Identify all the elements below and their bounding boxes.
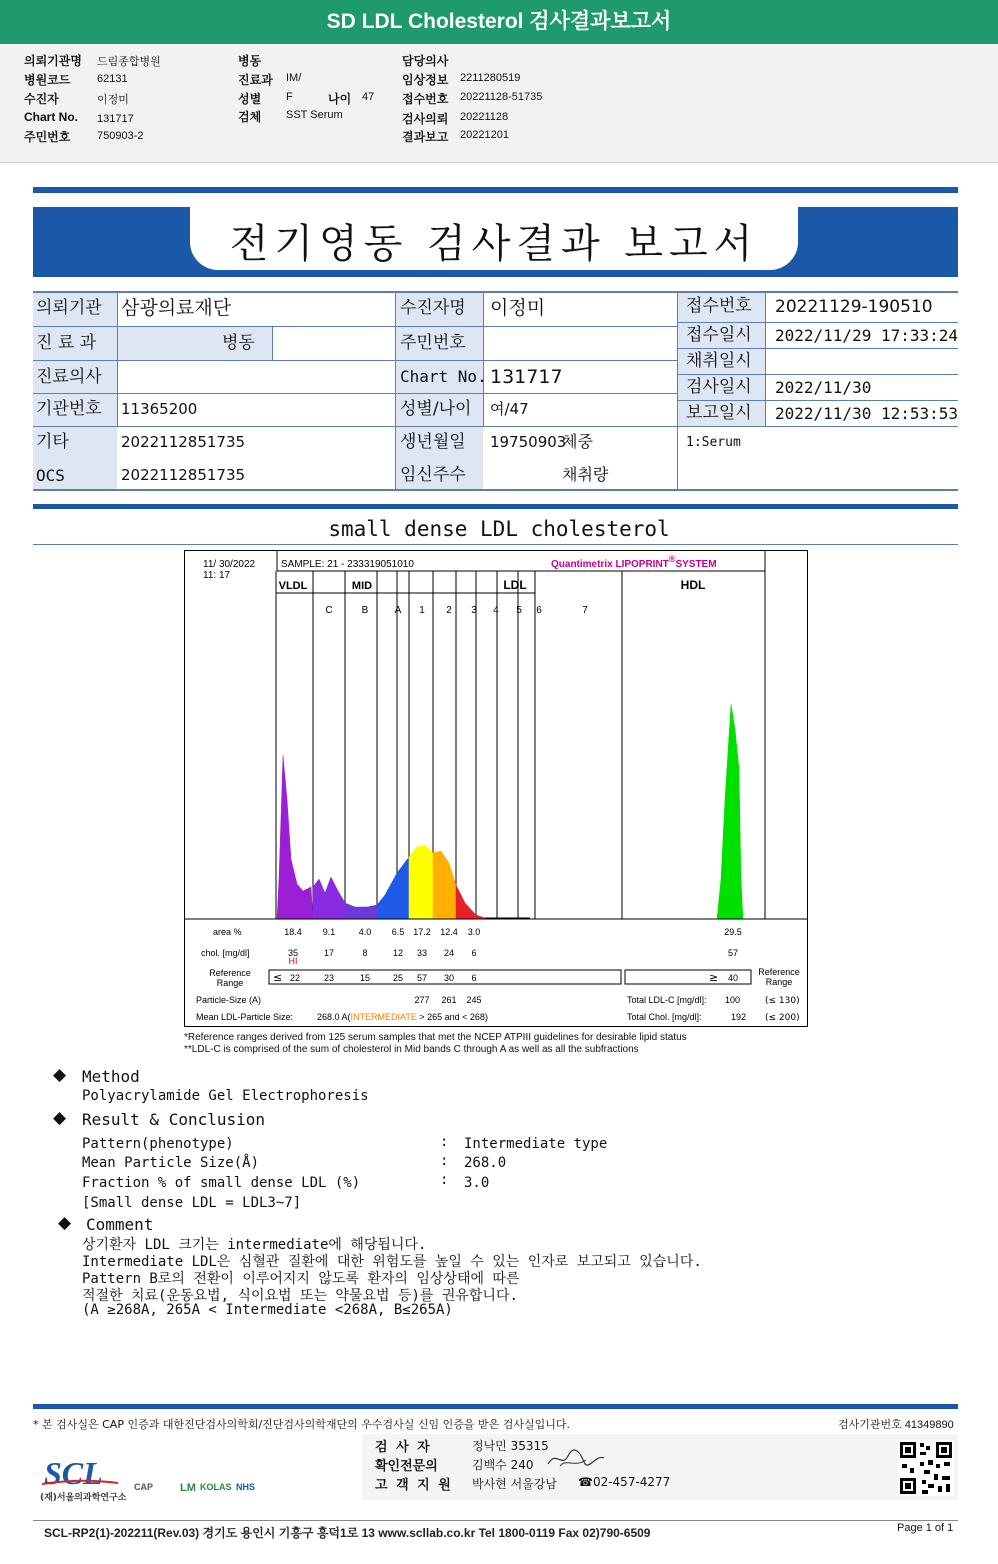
chart-date: 11/ 30/2022	[203, 559, 256, 570]
patient-name: 이정미	[490, 297, 546, 319]
table-value: 24	[443, 948, 455, 958]
diamond-bullet-icon: ◆	[53, 1108, 67, 1128]
table-value: 8	[362, 948, 368, 958]
diamond-bullet-icon: ◆	[53, 1065, 67, 1085]
total-ldlc-value: 100	[725, 995, 741, 1005]
section-rule	[33, 504, 958, 509]
label-requesting-org: 의뢰기관	[36, 298, 102, 318]
ldl3-peak	[456, 885, 485, 919]
receipt-date: 2022/11/29 17:33:24	[775, 326, 959, 345]
info-label: 진료과	[238, 73, 273, 87]
result-value: 268.0	[464, 1155, 507, 1171]
total-ldlc-ref: (≤ 130)	[765, 996, 800, 1006]
label-gestation: 임신주수	[400, 465, 466, 485]
specimen-type: 1:Serum	[686, 435, 741, 450]
sub-band-label: 3	[471, 605, 477, 616]
particle-size-3: 245	[466, 995, 482, 1005]
cert-note: * 본 검사실은 CAP 인증과 대한진단검사의학회/진단검사의학재단의 우수검사실 신임 인증을 받은 검사실입니다.	[33, 1418, 571, 1431]
mean-size-line	[317, 1012, 488, 1022]
hdl-peak	[717, 704, 743, 919]
nhs-logo-icon: NHS	[236, 1482, 256, 1492]
label-collection-date: 채취일시	[686, 351, 752, 371]
cap-logo-icon: CAP	[134, 1482, 154, 1492]
label-birthdate: 생년월일	[400, 432, 466, 452]
table-value: 23	[323, 973, 335, 983]
mean-size-label: Mean LDL-Particle Size:	[196, 1012, 294, 1022]
page-indicator: Page 1 of 1	[897, 1522, 954, 1534]
info-label: Chart No.	[24, 110, 78, 124]
result-title: Result & Conclusion	[82, 1110, 266, 1129]
info-label: 결과보고	[402, 130, 449, 144]
mean-size-range: > 265 and < 268)	[416, 1012, 488, 1022]
info-label: 성별	[238, 92, 262, 106]
table-value: 12	[392, 948, 404, 958]
chart-time: 11: 17	[203, 570, 231, 581]
table-value: 17	[323, 948, 335, 958]
info-label: 검체	[238, 110, 262, 124]
ldl1-peak	[409, 845, 433, 919]
table-value: 35	[287, 948, 299, 958]
result-colon: :	[440, 1134, 449, 1150]
mid-a-peak	[377, 857, 409, 919]
chart-footnote-1: *Reference ranges derived from 125 serum samples that met the NCEP ATPIII guidelines for desirable lipid status	[184, 1032, 687, 1043]
info-value: 드림종합병원	[97, 56, 161, 68]
brand-main: Quantimetrix LIPOPRINT	[551, 559, 669, 570]
sub-band-label: B	[361, 605, 369, 616]
label-test-date: 검사일시	[686, 377, 752, 397]
sub-band-label: A	[394, 605, 402, 616]
info-label: 병원코드	[24, 73, 71, 87]
label-report-date: 보고일시	[686, 403, 752, 423]
band-ldl-label: LDL	[503, 578, 527, 592]
band-hdl-label: HDL	[680, 578, 706, 592]
sex-age: 여/47	[490, 400, 529, 418]
info-value: SST Serum	[286, 109, 343, 121]
info-value: 20221128-51735	[460, 91, 543, 103]
logo-swoosh-icon	[40, 1478, 120, 1488]
table-value: 6	[471, 948, 477, 958]
sub-band-label: 5	[516, 605, 522, 616]
total-chol-value: 192	[731, 1012, 747, 1022]
ocs-value: 2022112851735	[121, 466, 246, 484]
qr-code-icon	[898, 1440, 954, 1496]
label-receipt-date: 접수일시	[686, 325, 752, 345]
table-value: 9.1	[322, 927, 336, 937]
particle-size-1: 277	[414, 995, 430, 1005]
comment-line: 적절한 치료(운동요법, 식이요법 또는 약물요법 등)를 권유합니다.	[82, 1288, 518, 1304]
result-note: [Small dense LDL = LDL3~7]	[82, 1195, 302, 1211]
department: 병동	[222, 333, 255, 353]
sub-band-label: 2	[446, 605, 452, 616]
info-label: 임상정보	[402, 73, 449, 87]
row-chol-label: chol. [mg/dl]	[201, 948, 250, 958]
header-rule	[33, 187, 958, 193]
brand-tail: SYSTEM	[675, 559, 717, 570]
comment-line: Intermediate LDL은 심혈관 질환에 대한 위험도를 높일 수 있는 인자로 보고되고 있습니다.	[82, 1254, 702, 1270]
label-collection-volume: 채취량	[562, 465, 609, 484]
table-value: 57	[416, 973, 428, 983]
bottom-divider	[33, 1520, 958, 1521]
table-value: 6	[471, 973, 477, 983]
sub-band-label: 6	[536, 605, 542, 616]
info-value: 20221201	[460, 129, 509, 141]
receipt-no: 20221129-190510	[775, 297, 933, 317]
total-chol-label: Total Chol. [mg/dl]:	[627, 1012, 702, 1022]
birthdate: 19750903	[490, 433, 567, 451]
table-value: 22	[289, 973, 301, 983]
test-date: 2022/11/30	[775, 378, 872, 397]
label-institution-no: 기관번호	[36, 399, 102, 419]
info-value: 20221128	[460, 111, 509, 123]
org-number: 검사기관번호 41349890	[838, 1419, 954, 1431]
mid-b-peak	[345, 903, 377, 919]
footer-rule	[33, 1404, 958, 1409]
label-chart-no: Chart No.	[400, 367, 487, 386]
result-value: Intermediate type	[464, 1136, 608, 1152]
table-value: 18.4	[284, 927, 302, 937]
comment-line: (A ≥268A, 265A < Intermediate <268A, B≤265A)	[82, 1302, 453, 1318]
label-sex-age: 성별/나이	[400, 399, 472, 419]
info-value: F	[286, 91, 293, 103]
table-value: 33	[416, 948, 428, 958]
total-chol-ref: (≤ 200)	[765, 1013, 800, 1023]
info-label: 검사의뢰	[402, 112, 449, 126]
info-value: 2211280519	[460, 72, 521, 84]
info-label: 나이	[328, 92, 352, 106]
ref-right-label-2: Range	[765, 977, 793, 987]
result-label: Fraction % of small dense LDL (%)	[82, 1175, 361, 1191]
mean-size-value: 268.0 A	[317, 1012, 348, 1022]
table-value: 40	[727, 973, 739, 983]
table-value: 30	[443, 973, 455, 983]
total-ldlc-label: Total LDL-C [mg/dl]:	[627, 995, 707, 1005]
table-value: 57	[727, 948, 739, 958]
chart-sample: SAMPLE: 21 - 233319051010	[281, 559, 414, 570]
info-value: 62131	[97, 73, 128, 85]
table-value: 3.0	[467, 927, 481, 937]
ldl2-peak	[433, 851, 456, 919]
vldl-peak	[277, 755, 313, 919]
sub-band-label: 4	[493, 605, 499, 616]
report-date: 2022/11/30 12:53:53	[775, 404, 959, 423]
hi-flag: HI	[288, 956, 298, 966]
staff-phone: ☎02-457-4277	[578, 1475, 671, 1489]
table-value: 6.5	[391, 927, 405, 937]
info-label: 담당의사	[402, 54, 449, 68]
brand-registered: ®	[668, 554, 676, 564]
table-value: 29.5	[724, 927, 742, 937]
table-value: 17.2	[413, 927, 431, 937]
scl-logo: SCL	[44, 1455, 103, 1491]
band-vldl-label: VLDL	[278, 580, 308, 592]
ref-hdl-symbol: ≥	[709, 971, 719, 984]
table-value: 15	[359, 973, 371, 983]
requesting-org: 삼광의료재단	[121, 297, 232, 319]
info-value: 이정미	[97, 94, 129, 106]
particle-size-2: 261	[441, 995, 457, 1005]
staff-role: 확인전문의	[375, 1459, 438, 1474]
lipoprint-plot	[185, 551, 807, 1026]
sub-band-label: 7	[582, 605, 588, 616]
label-patient-name: 수진자명	[400, 298, 466, 318]
label-physician: 진료의사	[36, 367, 102, 387]
ref-left-symbol: ≤	[273, 971, 283, 984]
info-value: 47	[362, 91, 375, 103]
info-value: IM/	[286, 72, 302, 84]
info-label: 의뢰기관명	[24, 54, 82, 68]
label-receipt-no: 접수번호	[686, 296, 752, 316]
particle-size-label: Particle-Size (A)	[196, 995, 262, 1005]
staff-role: 검 사 자	[375, 1440, 432, 1455]
result-label: Pattern(phenotype)	[82, 1136, 234, 1152]
row-ref-label-2: Range	[216, 978, 244, 988]
chart-no: 131717	[490, 366, 563, 388]
row-area-label: area %	[213, 927, 242, 937]
electrophoresis-chart	[184, 550, 808, 1027]
lab-name: (재)서울의과학연구소	[40, 1493, 127, 1503]
section-underline	[33, 544, 958, 545]
result-colon: :	[440, 1153, 449, 1169]
mid-c-peak	[313, 877, 345, 919]
mean-size-class: INTERMEDIATE	[350, 1012, 417, 1022]
chart-footnote-2: **LDL-C is comprised of the sum of cholesterol in Mid bands C through A as well as all the subfractions	[184, 1044, 639, 1055]
info-label: 접수번호	[402, 92, 449, 106]
table-value: 12.4	[440, 927, 458, 937]
staff-name: 김백수 240	[472, 1458, 534, 1472]
comment-title: Comment	[86, 1215, 154, 1234]
table-value: 4.0	[358, 927, 372, 937]
staff-role: 고 객 지 원	[375, 1478, 453, 1493]
etc-value: 2022112851735	[121, 433, 246, 451]
label-weight: 체중	[562, 432, 593, 451]
ref-right-label-1: Reference	[758, 967, 800, 977]
signature-icon	[546, 1448, 606, 1470]
label-etc: 기타	[36, 432, 69, 452]
top-banner-title: SD LDL Cholesterol 검사결과보고서	[0, 0, 998, 44]
cert-logos	[134, 1482, 264, 1502]
comment-line: 상기환자 LDL 크기는 intermediate에 해당됩니다.	[82, 1237, 427, 1253]
info-label: 주민번호	[24, 130, 71, 144]
table-value: 25	[392, 973, 404, 983]
info-value: 131717	[97, 113, 134, 125]
method-text: Polyacrylamide Gel Electrophoresis	[82, 1088, 369, 1104]
method-title: Method	[82, 1067, 140, 1086]
result-colon: :	[440, 1172, 449, 1188]
chart-brand	[551, 554, 717, 570]
kolas-logo-icon: KOLAS	[200, 1482, 232, 1492]
top-info-panel	[0, 44, 998, 163]
comment-line: Pattern B로의 전환이 이루어지지 않도록 환자의 임상상태에 따른	[82, 1271, 520, 1287]
info-value: 750903-2	[97, 130, 144, 142]
result-value: 3.0	[464, 1175, 490, 1191]
row-ref-label-1: Reference	[209, 968, 251, 978]
section-title: small dense LDL cholesterol	[328, 517, 670, 541]
info-label: 병동	[238, 54, 262, 68]
mean-size-open: (	[347, 1012, 351, 1022]
label-department: 진 료 과	[36, 333, 97, 353]
band-mid-label: MID	[351, 580, 373, 592]
institution-no: 11365200	[121, 400, 198, 418]
report-title: 전기영동 검사결과 보고서	[229, 221, 759, 267]
label-resident-no: 주민번호	[400, 333, 466, 353]
label-ocs: OCS	[36, 466, 65, 485]
staff-name: 박사현 서울강남	[472, 1477, 557, 1491]
bottom-line: SCL-RP2(1)-202211(Rev.03) 경기도 용인시 기흥구 흥덕1로 13 www.scllab.co.kr Tel 1800-0119 Fax 02)790-6509	[44, 1526, 651, 1540]
diamond-bullet-icon: ◆	[58, 1213, 72, 1233]
sub-band-label: C	[325, 605, 333, 616]
info-label: 수진자	[24, 92, 59, 106]
sub-band-label: 1	[419, 605, 425, 616]
staff-name: 정낙민 35315	[472, 1439, 549, 1453]
result-label: Mean Particle Size(Å)	[82, 1155, 260, 1171]
lm-logo-icon: LM	[180, 1482, 196, 1494]
